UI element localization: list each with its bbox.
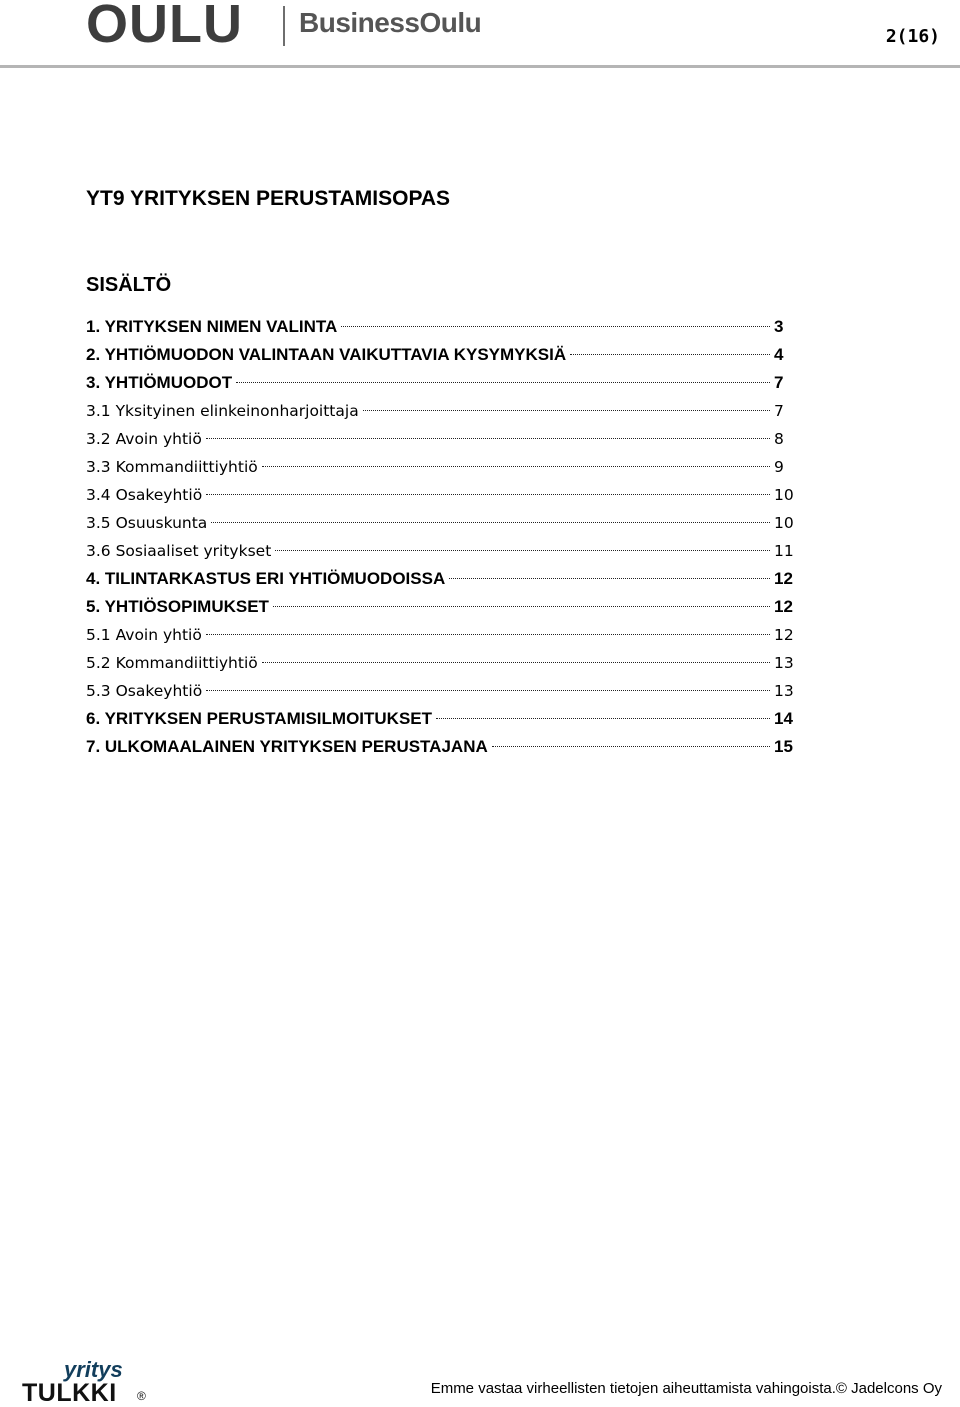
toc-entry-page: 7 (774, 373, 784, 392)
logo-tulkki-text: TULKKI (22, 1379, 117, 1407)
toc-leader-dots (206, 633, 770, 635)
toc-leader-dots (273, 605, 770, 607)
yritystulkki-logo (22, 1357, 152, 1407)
toc-entry-page: 7 (774, 402, 784, 420)
toc-entry[interactable] (86, 369, 804, 397)
registered-mark: ® (137, 1389, 146, 1403)
toc-entry[interactable] (86, 509, 804, 537)
toc-entry-label: 5.2 Kommandiittiyhtiö (86, 654, 258, 672)
toc-entry-label: 7. ULKOMAALAINEN YRITYKSEN PERUSTAJANA (86, 737, 488, 756)
toc-entry-label: 3.1 Yksityinen elinkeinonharjoittaja (86, 402, 359, 420)
toc-entry-label: 3.6 Sosiaaliset yritykset (86, 542, 272, 560)
toc-entry-label: 5.1 Avoin yhtiö (86, 626, 202, 644)
oulu-logo: OULU (86, 0, 243, 54)
header-rule (0, 65, 960, 68)
toc-entry[interactable] (86, 565, 804, 593)
toc-entry-label: 3.3 Kommandiittiyhtiö (86, 458, 258, 476)
toc-leader-dots (206, 493, 770, 495)
toc-leader-dots (262, 661, 770, 663)
toc-leader-dots (363, 409, 770, 411)
page-number: 2(16) (885, 26, 940, 47)
toc-entry-page: 4 (774, 345, 784, 364)
toc-leader-dots (211, 521, 770, 523)
toc-leader-dots (206, 437, 770, 439)
toc-entry[interactable] (86, 453, 804, 481)
toc-entry[interactable] (86, 341, 804, 369)
toc-leader-dots (275, 549, 770, 551)
toc-entry-page: 10 (774, 514, 794, 532)
toc-entry-label: 5. YHTIÖSOPIMUKSET (86, 597, 269, 616)
toc-entry[interactable] (86, 397, 804, 425)
toc-leader-dots (206, 689, 770, 691)
toc-entry-label: 5.3 Osakeyhtiö (86, 682, 203, 700)
page-header (0, 0, 960, 70)
toc-heading: SISÄLTÖ (86, 274, 172, 296)
toc-leader-dots (262, 465, 770, 467)
toc-entry-page: 15 (774, 737, 793, 756)
toc-leader-dots (570, 353, 770, 355)
toc-entry[interactable] (86, 313, 804, 341)
toc-entry-page: 11 (774, 542, 794, 560)
toc-leader-dots (492, 745, 770, 747)
toc-entry-page: 9 (774, 458, 784, 476)
toc-entry[interactable] (86, 621, 804, 649)
toc-entry-page: 8 (774, 430, 784, 448)
toc-entry[interactable] (86, 705, 804, 733)
footer-disclaimer: Emme vastaa virheellisten tietojen aiheuttamista vahingoista.© Jadelcons Oy (430, 1380, 942, 1397)
toc-entry-page: 12 (774, 597, 793, 616)
toc-entry-label: 4. TILINTARKASTUS ERI YHTIÖMUODOISSA (86, 569, 446, 588)
toc-entry[interactable] (86, 649, 804, 677)
toc-entry[interactable] (86, 537, 804, 565)
table-of-contents (86, 313, 804, 761)
toc-entry-page: 12 (774, 569, 793, 588)
toc-entry-label: 3. YHTIÖMUODOT (86, 373, 233, 392)
toc-entry-page: 13 (774, 682, 794, 700)
toc-entry-label: 3.4 Osakeyhtiö (86, 486, 203, 504)
toc-entry[interactable] (86, 593, 804, 621)
toc-entry-label: 2. YHTIÖMUODON VALINTAAN VAIKUTTAVIA KYSYMYKSIÄ (86, 345, 567, 364)
businessoulu-logo: BusinessOulu (299, 7, 482, 38)
toc-leader-dots (449, 577, 770, 579)
toc-leader-dots (436, 717, 770, 719)
document-title: YT9 YRITYKSEN PERUSTAMISOPAS (86, 187, 451, 210)
toc-leader-dots (236, 381, 770, 383)
toc-entry-page: 12 (774, 626, 794, 644)
toc-leader-dots (341, 325, 770, 327)
toc-entry-page: 13 (774, 654, 794, 672)
logo-yritys-text: yritys (64, 1357, 123, 1382)
toc-entry-label: 3.5 Osuuskunta (86, 514, 208, 532)
toc-entry-label: 3.2 Avoin yhtiö (86, 430, 202, 448)
toc-entry[interactable] (86, 481, 804, 509)
toc-entry-page: 3 (774, 317, 784, 336)
toc-entry[interactable] (86, 677, 804, 705)
toc-entry[interactable] (86, 425, 804, 453)
logo-divider (283, 6, 285, 46)
toc-entry[interactable] (86, 733, 804, 761)
toc-entry-page: 10 (774, 486, 794, 504)
toc-entry-page: 14 (774, 709, 793, 728)
toc-entry-label: 6. YRITYKSEN PERUSTAMISILMOITUKSET (86, 709, 433, 728)
toc-entry-label: 1. YRITYKSEN NIMEN VALINTA (86, 317, 338, 336)
